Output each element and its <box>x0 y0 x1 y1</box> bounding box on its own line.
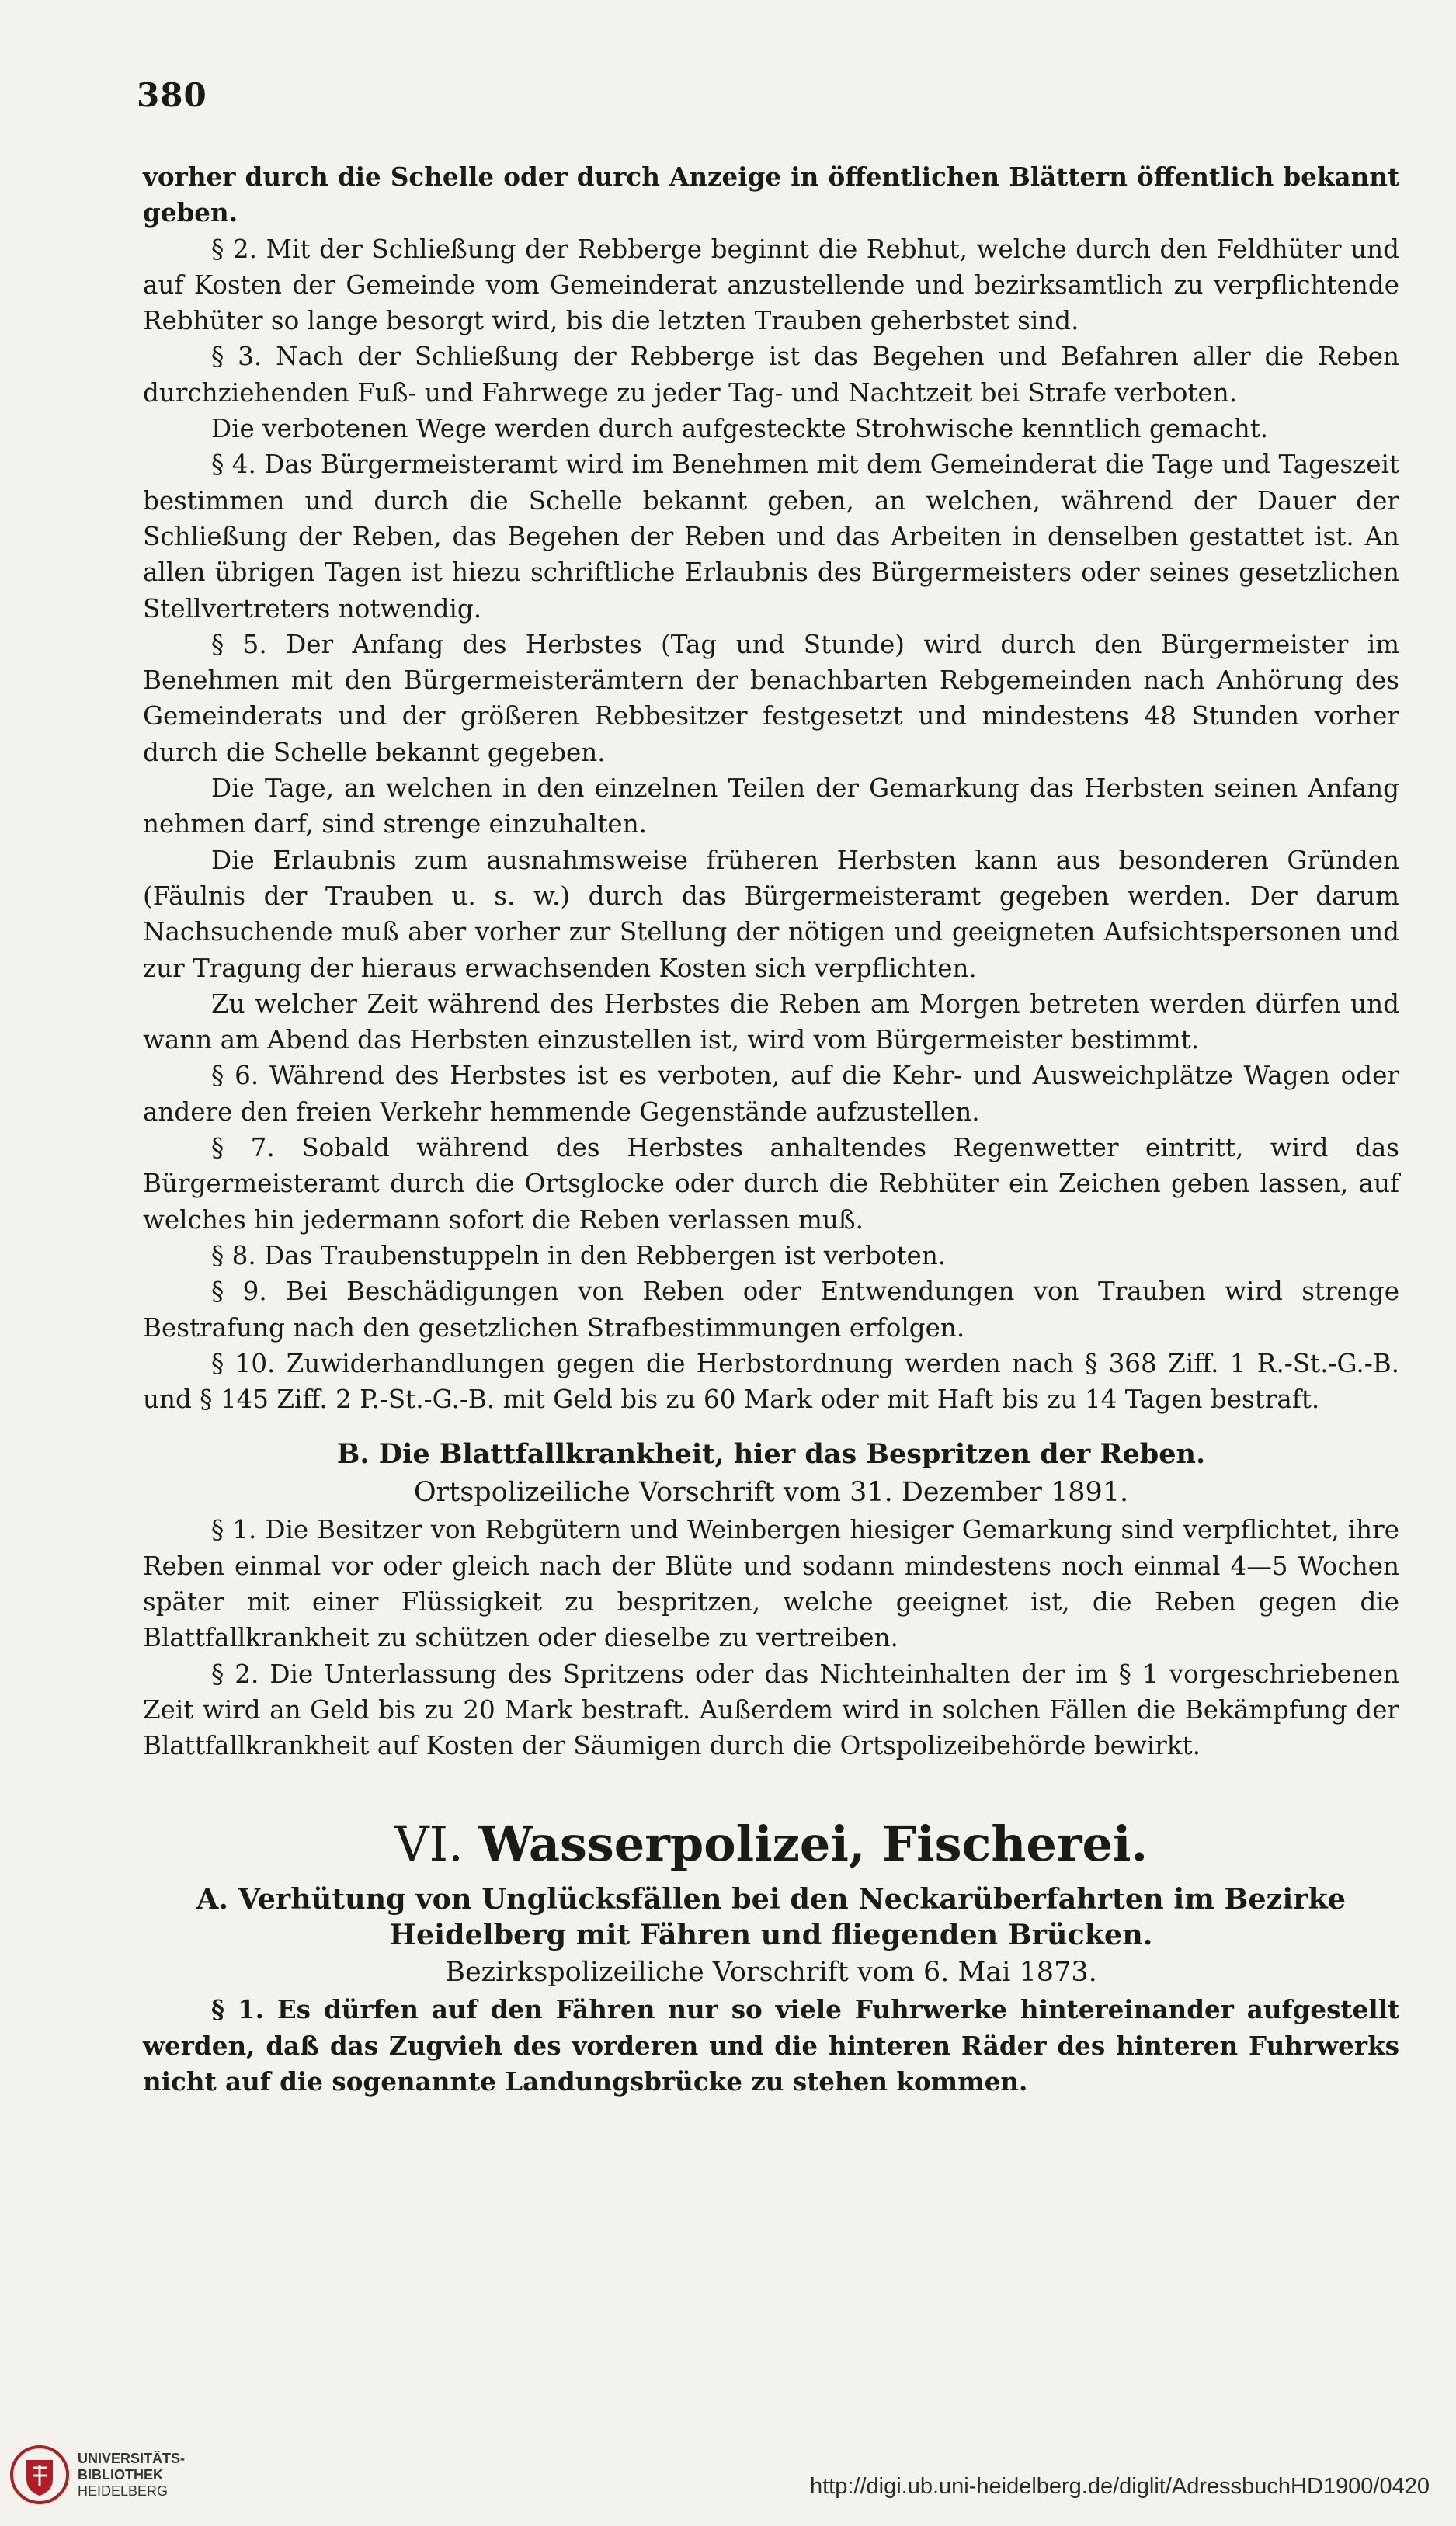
paragraph: § 1. Es dürfen auf den Fähren nur so viele Fuhrwerke hintereinander aufgestellt werden, daß das Zugvieh des vorderen und die hinteren Räder des hinteren Fuhrwerks nicht auf die sogenannte Landungsbrücke zu stehen kommen. <box>143 1994 1399 2097</box>
chapter-heading <box>143 1810 1399 1878</box>
chapter-title: Wasserpolizei, Fischerei. <box>478 1815 1148 1873</box>
document-body <box>143 159 1399 2100</box>
section-a-heading: A. Verhütung von Unglücksfällen bei den Neckarüberfahrten im Bezirke Heidelberg mit Fähren und fliegenden Brücken. <box>196 1882 1346 1952</box>
logo-line: BIBLIOTHEK <box>78 2466 163 2483</box>
footer <box>0 2399 1456 2526</box>
paragraph: Die Erlaubnis zum ausnahmsweise früheren Herbsten kann aus besonderen Gründen (Fäulnis der Trauben u. s. w.) durch das Bürgermeisteramt gegeben werden. Der darum Nachsuchende muß aber vorher zur Stellung der nötigen und geeigneten Aufsichtspersonen und zur Tragung der hieraus erwachsenden Kosten sich verpflichten. <box>143 845 1399 983</box>
paragraph: § 10. Zuwiderhandlungen gegen die Herbstordnung werden nach § 368 Ziff. 1 R.-St.-G.-B. und § 145 Ziff. 2 P.-St.-G.-B. mit Geld bis zu 60 Mark oder mit Haft bis zu 14 Tagen bestraft. <box>143 1348 1399 1415</box>
paragraph: § 7. Sobald während des Herbstes anhaltendes Regenwetter eintritt, wird das Bürgermeisteramt durch die Ortsglocke oder durch die Rebhüter ein Zeichen geben lassen, auf welches hin jedermann sofort die Reben verlassen muß. <box>143 1133 1399 1235</box>
paragraph: vorher durch die Schelle oder durch Anzeige in öffentlichen Blättern öffentlich bekannt geben. <box>143 162 1399 228</box>
section-a-subtitle: Bezirkspolizeiliche Vorschrift vom 6. Mai 1873. <box>445 1957 1097 1989</box>
paragraph: § 6. Während des Herbstes ist es verboten, auf die Kehr- und Ausweichplätze Wagen oder andere den freien Verkehr hemmende Gegenstände aufzustellen. <box>143 1061 1399 1127</box>
paragraph: Zu welcher Zeit während des Herbstes die Reben am Morgen betreten werden dürfen und wann am Abend das Herbsten einzustellen ist, wird vom Bürgermeister bestimmt. <box>143 989 1399 1055</box>
paragraph: § 5. Der Anfang des Herbstes (Tag und Stunde) wird durch den Bürgermeister im Benehmen mit den Bürgermeisterämtern der benachbarten Rebgemeinden nach Anhörung des Gemeinderats und der größeren Rebbesitzer festgesetzt und mindestens 48 Stunden vorher durch die Schelle bekannt gegeben. <box>143 629 1399 767</box>
paragraph: § 2. Mit der Schließung der Rebberge beginnt die Rebhut, welche durch den Feldhüter und auf Kosten der Gemeinde vom Gemeinderat anzustellende und bezirksamtlich zu verpflichtende Rebhüter so lange besorgt wird, bis die letzten Trauben geherbstet sind. <box>143 234 1399 336</box>
paragraph: § 1. Die Besitzer von Rebgütern und Weinbergen hiesiger Gemarkung sind verpflichtet, ihre Reben einmal vor oder gleich nach der Blüte und sodann mindestens noch einmal 4—5 Wochen später mit einer Flüssigkeit zu bespritzen, welche geeignet ist, die Reben gegen die Blattfallkrankheit zu schützen oder dieselbe zu vertreiben. <box>143 1515 1399 1653</box>
source-url-link[interactable]: http://digi.ub.uni-heidelberg.de/diglit/AdressbuchHD1900/0420 <box>809 2474 1430 2499</box>
section-b-subtitle: Ortspolizeiliche Vorschrift vom 31. Dezember 1891. <box>413 1477 1129 1509</box>
paragraph: § 9. Bei Beschädigungen von Reben oder Entwendungen von Trauben wird strenge Bestrafung nach den gesetzlichen Strafbestimmungen erfolgen. <box>143 1277 1399 1343</box>
paragraph: Die Tage, an welchen in den einzelnen Teilen der Gemarkung das Herbsten seinen Anfang nehmen darf, sind strenge einzuhalten. <box>143 773 1399 839</box>
section-b-heading: B. Die Blattfallkrankheit, hier das Bespritzen der Reben. <box>336 1438 1206 1471</box>
paragraph: Die verbotenen Wege werden durch aufgesteckte Strohwische kenntlich gemacht. <box>211 414 1269 444</box>
library-logo <box>9 2444 185 2505</box>
paragraph: § 4. Das Bürgermeisteramt wird im Benehmen mit dem Gemeinderat die Tage und Tageszeit bestimmen und durch die Schelle bekannt geben, an welchen, während der Dauer der Schließung der Reben, das Begehen der Reben und das Arbeiten in denselben gestattet ist. An allen übrigen Tagen ist hiezu schriftliche Erlaubnis des Bürgermeisters oder seines gesetzlichen Stellvertreters notwendig. <box>143 450 1399 624</box>
paragraph: § 3. Nach der Schließung der Rebberge ist das Begehen und Befahren aller die Reben durchziehenden Fuß- und Fahrwege zu jeder Tag- und Nachtzeit bei Strafe verboten. <box>143 342 1399 408</box>
chapter-numeral: VI. <box>394 1815 464 1873</box>
logo-line: HEIDELBERG <box>78 2483 169 2499</box>
logo-line: UNIVERSITÄTS- <box>78 2450 186 2466</box>
page-number: 380 <box>137 76 207 114</box>
paragraph: § 2. Die Unterlassung des Spritzens oder das Nichteinhalten der im § 1 vorgeschriebenen Zeit wird an Geld bis zu 20 Mark bestraft. Außerdem wird in solchen Fällen die Bekämpfung der Blattfallkrankheit auf Kosten der Säumigen durch die Ortspolizeibehörde bewirkt. <box>143 1659 1399 1761</box>
paragraph: § 8. Das Traubenstuppeln in den Rebbergen ist verboten. <box>211 1240 947 1270</box>
university-seal-icon <box>9 2444 70 2505</box>
